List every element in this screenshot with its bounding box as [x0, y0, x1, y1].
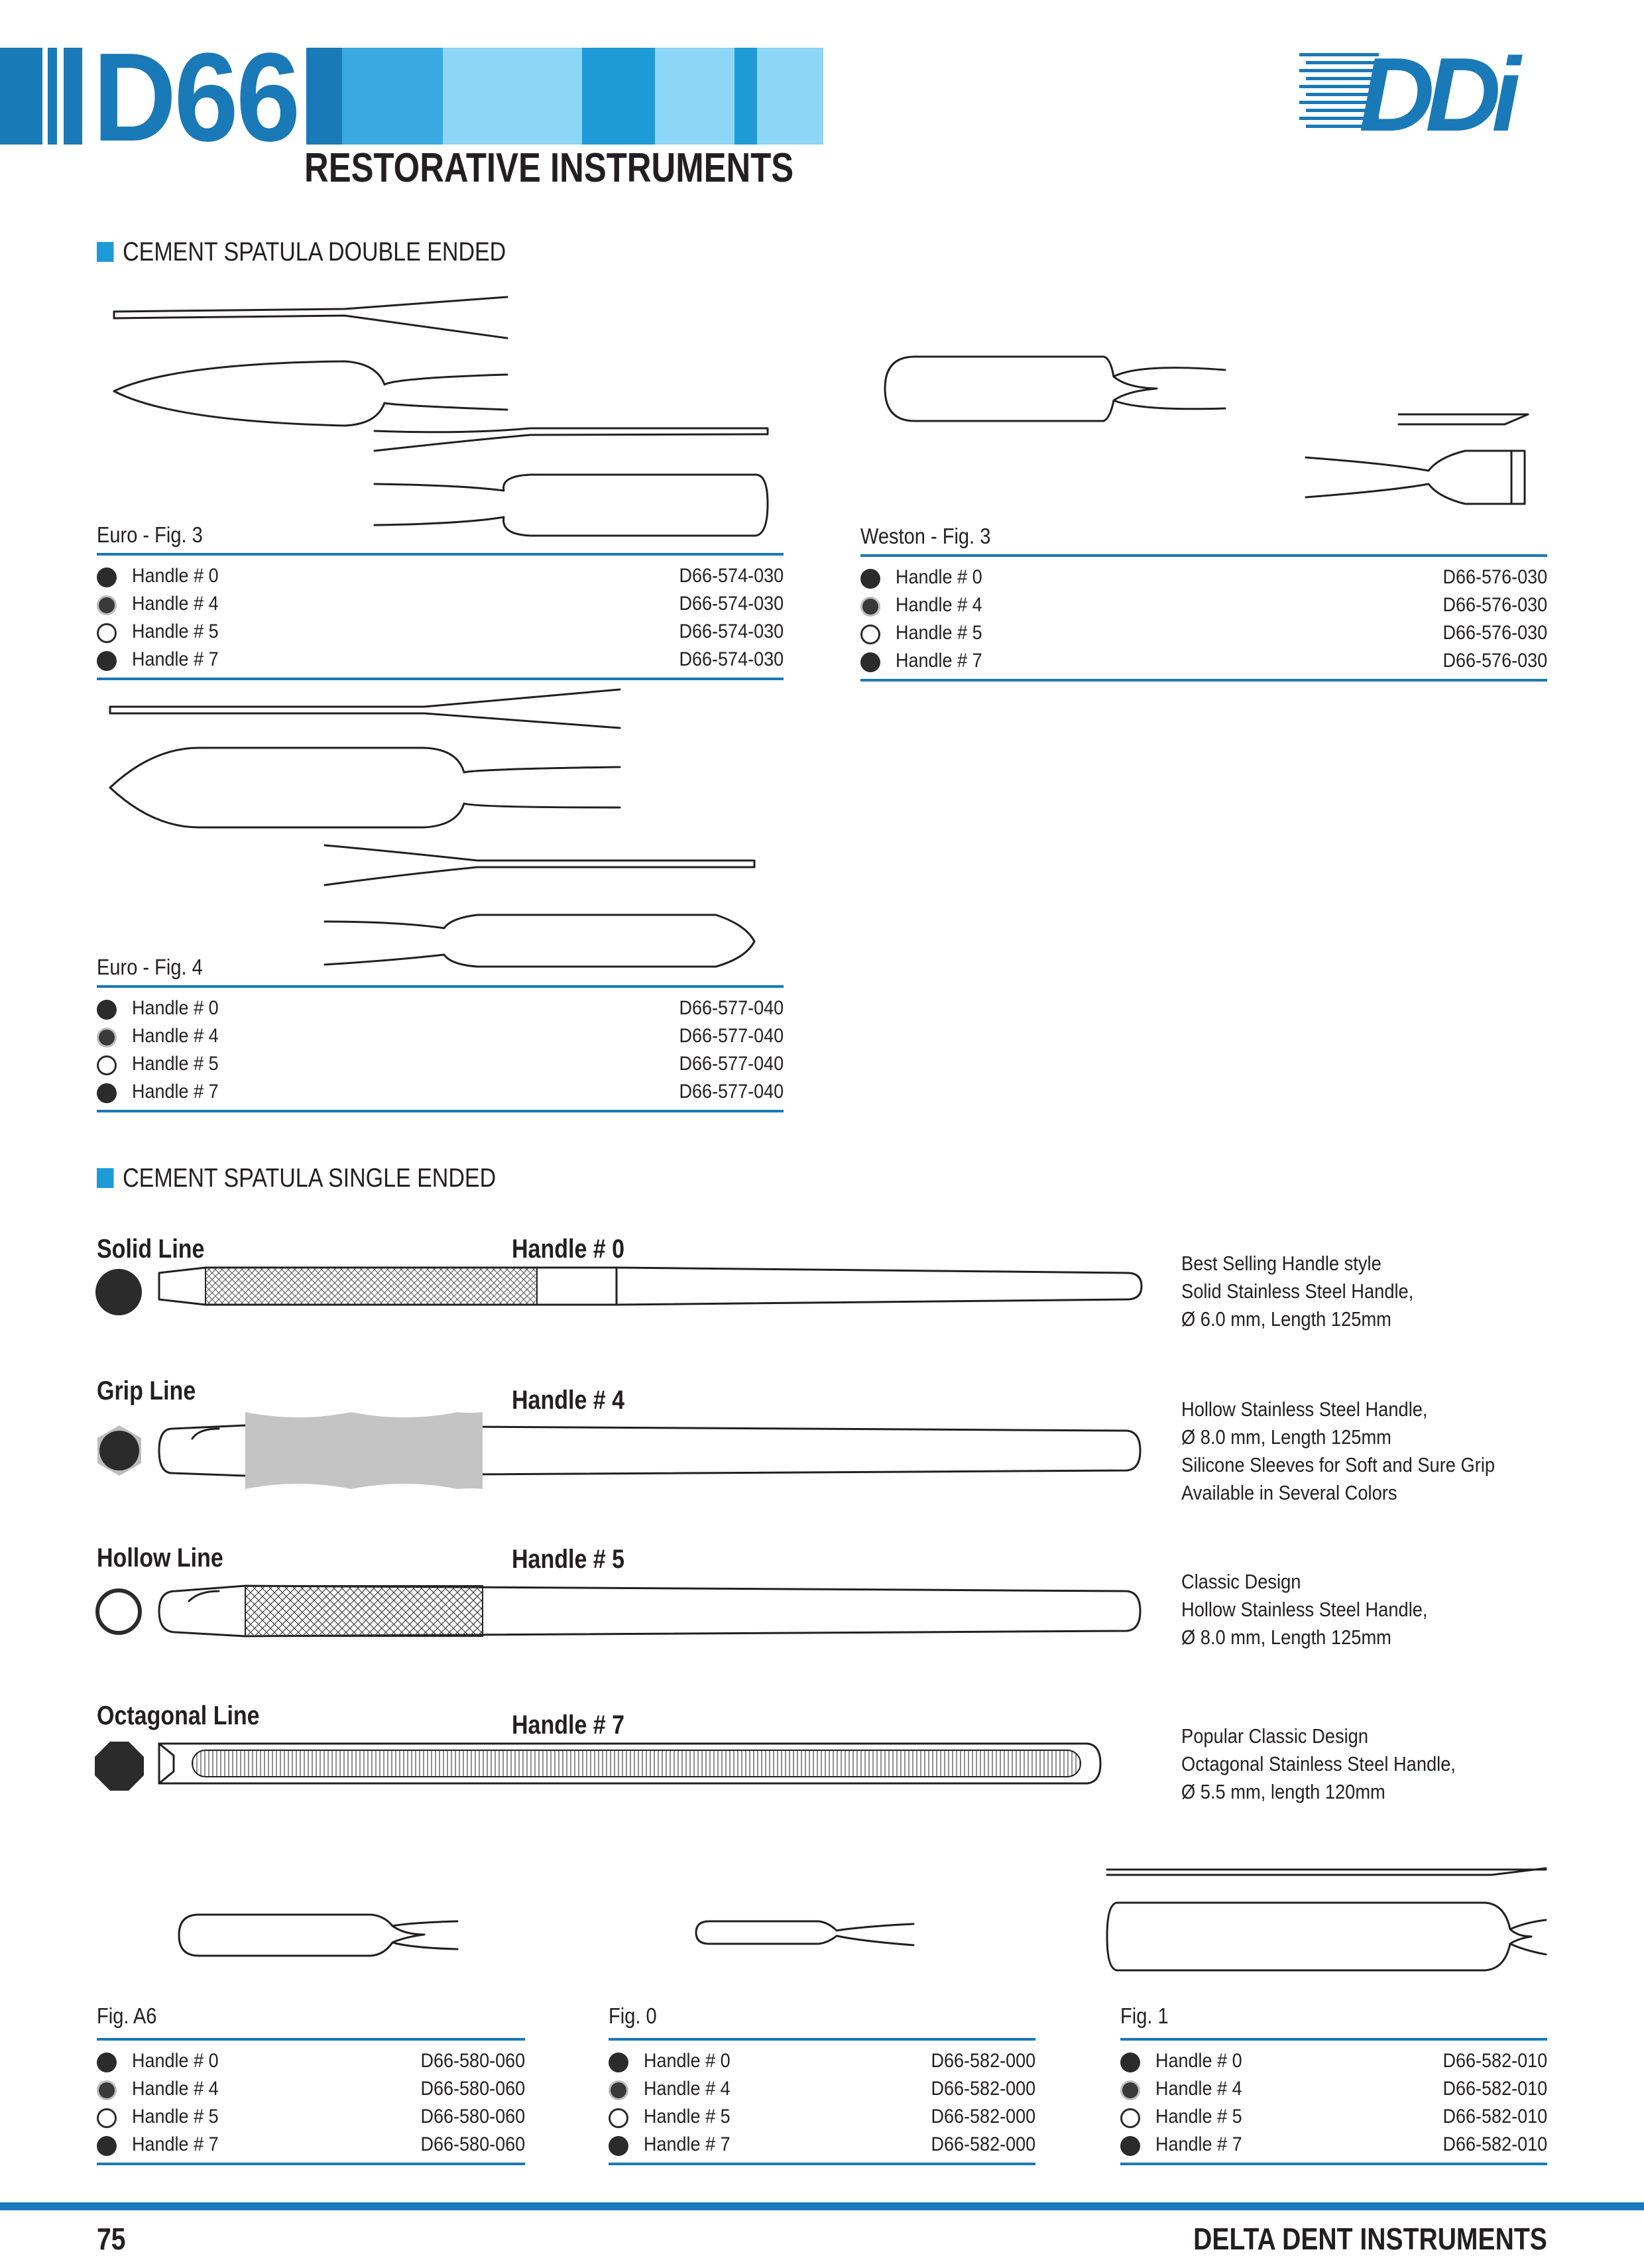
handle-illustration-hollow [0, 1565, 1193, 1671]
group-rule [97, 985, 784, 988]
catalog-subtitle: RESTORATIVE INSTRUMENTS [304, 145, 794, 191]
footer-brand: DELTA DENT INSTRUMENTS [1193, 2222, 1547, 2256]
list-item [609, 2049, 1035, 2076]
group-label: Fig. 0 [609, 2003, 657, 2028]
group-rule [609, 2163, 1035, 2165]
handle-label: Handle # 5 [132, 1053, 219, 1075]
list-item [1120, 2132, 1547, 2160]
solid-circle-icon [860, 569, 880, 589]
handle-label: Handle # 0 [132, 2050, 219, 2072]
description-line: Popular Classic Design [1181, 1724, 1369, 1748]
hollow-circle-icon [609, 2108, 628, 2128]
product-code: D66-574-030 [679, 565, 784, 587]
solid-circle-icon [609, 2053, 628, 2072]
hollow-circle-icon [860, 625, 880, 644]
description-line: Classic Design [1181, 1570, 1301, 1593]
hollow-circle-icon [1120, 2108, 1140, 2128]
list-item [97, 2049, 525, 2076]
handle-line-name: Solid Line [97, 1234, 205, 1264]
handle-label: Handle # 4 [1155, 2078, 1242, 2100]
group-label: Fig. 1 [1120, 2003, 1169, 2028]
product-code: D66-580-060 [420, 2050, 525, 2072]
group-label: Fig. A6 [97, 2003, 157, 2028]
handle-label: Handle # 0 [644, 2050, 731, 2072]
hex-circle-icon [1120, 2080, 1140, 2100]
list-item [1120, 2104, 1547, 2132]
solid-circle-icon [97, 1000, 117, 1020]
handle-label: Handle # 5 [132, 621, 219, 642]
handle-label: Handle # 4 [132, 593, 219, 615]
catalog-code: D66 [93, 27, 298, 168]
list-item [97, 996, 784, 1024]
product-code: D66-577-040 [679, 1025, 784, 1047]
list-item [97, 2076, 525, 2104]
group-rule [97, 1110, 784, 1112]
hex-circle-icon [609, 2080, 628, 2100]
handle-label: Handle # 4 [132, 2078, 219, 2100]
product-code: D66-574-030 [679, 648, 784, 670]
hex-circle-icon [860, 597, 880, 617]
handle-label: Handle # 7 [132, 1081, 219, 1103]
section-title-single-ended [97, 1164, 496, 1193]
group-rule [97, 2163, 525, 2165]
hollow-circle-icon [97, 1055, 117, 1075]
section-bullet-icon [97, 1168, 114, 1188]
description-line: Ø 8.0 mm, Length 125mm [1181, 1425, 1391, 1449]
description-line: Ø 8.0 mm, Length 125mm [1181, 1626, 1391, 1649]
logo-text: DDi [1359, 36, 1512, 153]
list-item [97, 2132, 525, 2160]
group-rule [1120, 2163, 1547, 2165]
handle-label: Handle # 4 [132, 1025, 219, 1047]
description-line: Solid Stainless Steel Handle, [1181, 1280, 1414, 1303]
product-code: D66-577-040 [679, 1053, 784, 1075]
product-code: D66-582-010 [1442, 2050, 1547, 2072]
hollow-circle-icon [97, 2108, 117, 2128]
list-item [860, 565, 1547, 593]
handle-number: Handle # 5 [512, 1545, 625, 1574]
description-line: Ø 5.5 mm, length 120mm [1181, 1780, 1385, 1803]
description-line: Ø 6.0 mm, Length 125mm [1181, 1307, 1391, 1331]
handle-label: Handle # 5 [1155, 2106, 1242, 2127]
handle-description [1181, 1722, 1456, 1806]
handle-description [1181, 1396, 1495, 1507]
product-code: D66-574-030 [679, 621, 784, 642]
handle-illustration-grip [0, 1399, 1193, 1531]
footer-bar [0, 2202, 1644, 2210]
handle-illustration-octagonal [0, 1730, 1193, 1810]
product-code: D66-580-060 [420, 2078, 525, 2100]
group-rule [1120, 2038, 1547, 2041]
handle-label: Handle # 5 [132, 2106, 219, 2127]
page-number: 75 [97, 2222, 126, 2256]
product-code: D66-582-000 [931, 2106, 1035, 2127]
handle-illustration-solid [0, 1253, 1193, 1333]
product-code: D66-582-000 [931, 2050, 1035, 2072]
handle-label: Handle # 0 [896, 566, 982, 588]
handle-label: Handle # 0 [132, 997, 219, 1019]
list-item [97, 1079, 784, 1107]
group-label: Weston - Fig. 3 [860, 524, 991, 548]
handle-label: Handle # 7 [1155, 2133, 1242, 2155]
handle-label: Handle # 7 [896, 650, 982, 672]
list-item [609, 2076, 1035, 2104]
hex-circle-icon [97, 2080, 117, 2100]
handle-label: Handle # 5 [896, 622, 982, 644]
description-line: Silicone Sleeves for Soft and Sure Grip [1181, 1453, 1496, 1476]
section-title-text: CEMENT SPATULA DOUBLE ENDED [123, 237, 506, 267]
product-code: D66-576-030 [1442, 594, 1547, 616]
list-item [97, 1051, 784, 1079]
handle-number: Handle # 4 [512, 1386, 625, 1415]
handle-label: Handle # 7 [132, 648, 219, 670]
group-rule [860, 554, 1547, 557]
handle-line-name: Octagonal Line [97, 1701, 260, 1730]
product-code: D66-582-010 [1442, 2133, 1547, 2155]
octagon-icon [97, 2136, 117, 2156]
description-line: Hollow Stainless Steel Handle, [1181, 1398, 1428, 1421]
product-code: D66-580-060 [420, 2106, 525, 2127]
product-code: D66-577-040 [679, 997, 784, 1019]
product-code: D66-576-030 [1442, 566, 1547, 588]
product-code: D66-574-030 [679, 593, 784, 615]
handle-number: Handle # 7 [512, 1710, 625, 1740]
list-item [97, 1024, 784, 1051]
handle-number: Handle # 0 [512, 1234, 625, 1264]
handle-description [1181, 1250, 1413, 1333]
octagon-icon [609, 2136, 628, 2156]
description-line: Best Selling Handle style [1181, 1252, 1381, 1275]
list-item [1120, 2049, 1547, 2076]
product-code: D66-576-030 [1442, 622, 1547, 644]
list-item [97, 2104, 525, 2132]
handle-label: Handle # 4 [896, 594, 982, 616]
handle-label: Handle # 0 [1155, 2050, 1242, 2072]
product-code: D66-582-000 [931, 2078, 1035, 2100]
product-code: D66-576-030 [1442, 650, 1547, 672]
product-code: D66-577-040 [679, 1081, 784, 1103]
group-label: Euro - Fig. 3 [97, 522, 203, 547]
spatula-illustration-euro-fig4 [0, 0, 795, 994]
description-line: Hollow Stainless Steel Handle, [1181, 1598, 1428, 1621]
handle-description [1181, 1568, 1428, 1651]
octagon-icon [97, 1083, 117, 1103]
handle-label: Handle # 7 [132, 2133, 219, 2155]
product-code: D66-582-010 [1442, 2106, 1547, 2127]
spatula-illustration-fig-a6-0-1 [0, 1856, 1644, 2029]
hex-circle-icon [97, 1028, 117, 1047]
group-rule [609, 2038, 1035, 2041]
octagon-icon [1120, 2136, 1140, 2156]
handle-label: Handle # 5 [644, 2106, 731, 2127]
solid-circle-icon [97, 2053, 117, 2072]
handle-line-name: Hollow Line [97, 1543, 223, 1573]
solid-circle-icon [1120, 2053, 1140, 2072]
product-code: D66-582-000 [931, 2133, 1035, 2155]
handle-line-name: Grip Line [97, 1376, 196, 1405]
list-item [860, 648, 1547, 676]
octagon-icon [860, 652, 880, 672]
list-item [1120, 2076, 1547, 2104]
group-rule [860, 679, 1547, 682]
handle-label: Handle # 4 [644, 2078, 731, 2100]
description-line: Available in Several Colors [1181, 1481, 1397, 1504]
handle-label: Handle # 7 [644, 2133, 731, 2155]
handle-label: Handle # 0 [132, 565, 219, 587]
product-code: D66-580-060 [420, 2133, 525, 2155]
list-item [860, 593, 1547, 621]
product-code: D66-582-010 [1442, 2078, 1547, 2100]
section-title-text: CEMENT SPATULA SINGLE ENDED [123, 1164, 497, 1193]
list-item [609, 2104, 1035, 2132]
group-label: Euro - Fig. 4 [97, 955, 203, 979]
list-item [609, 2132, 1035, 2160]
group-rule [97, 2038, 525, 2041]
description-line: Octagonal Stainless Steel Handle, [1181, 1752, 1456, 1775]
list-item [860, 621, 1547, 648]
